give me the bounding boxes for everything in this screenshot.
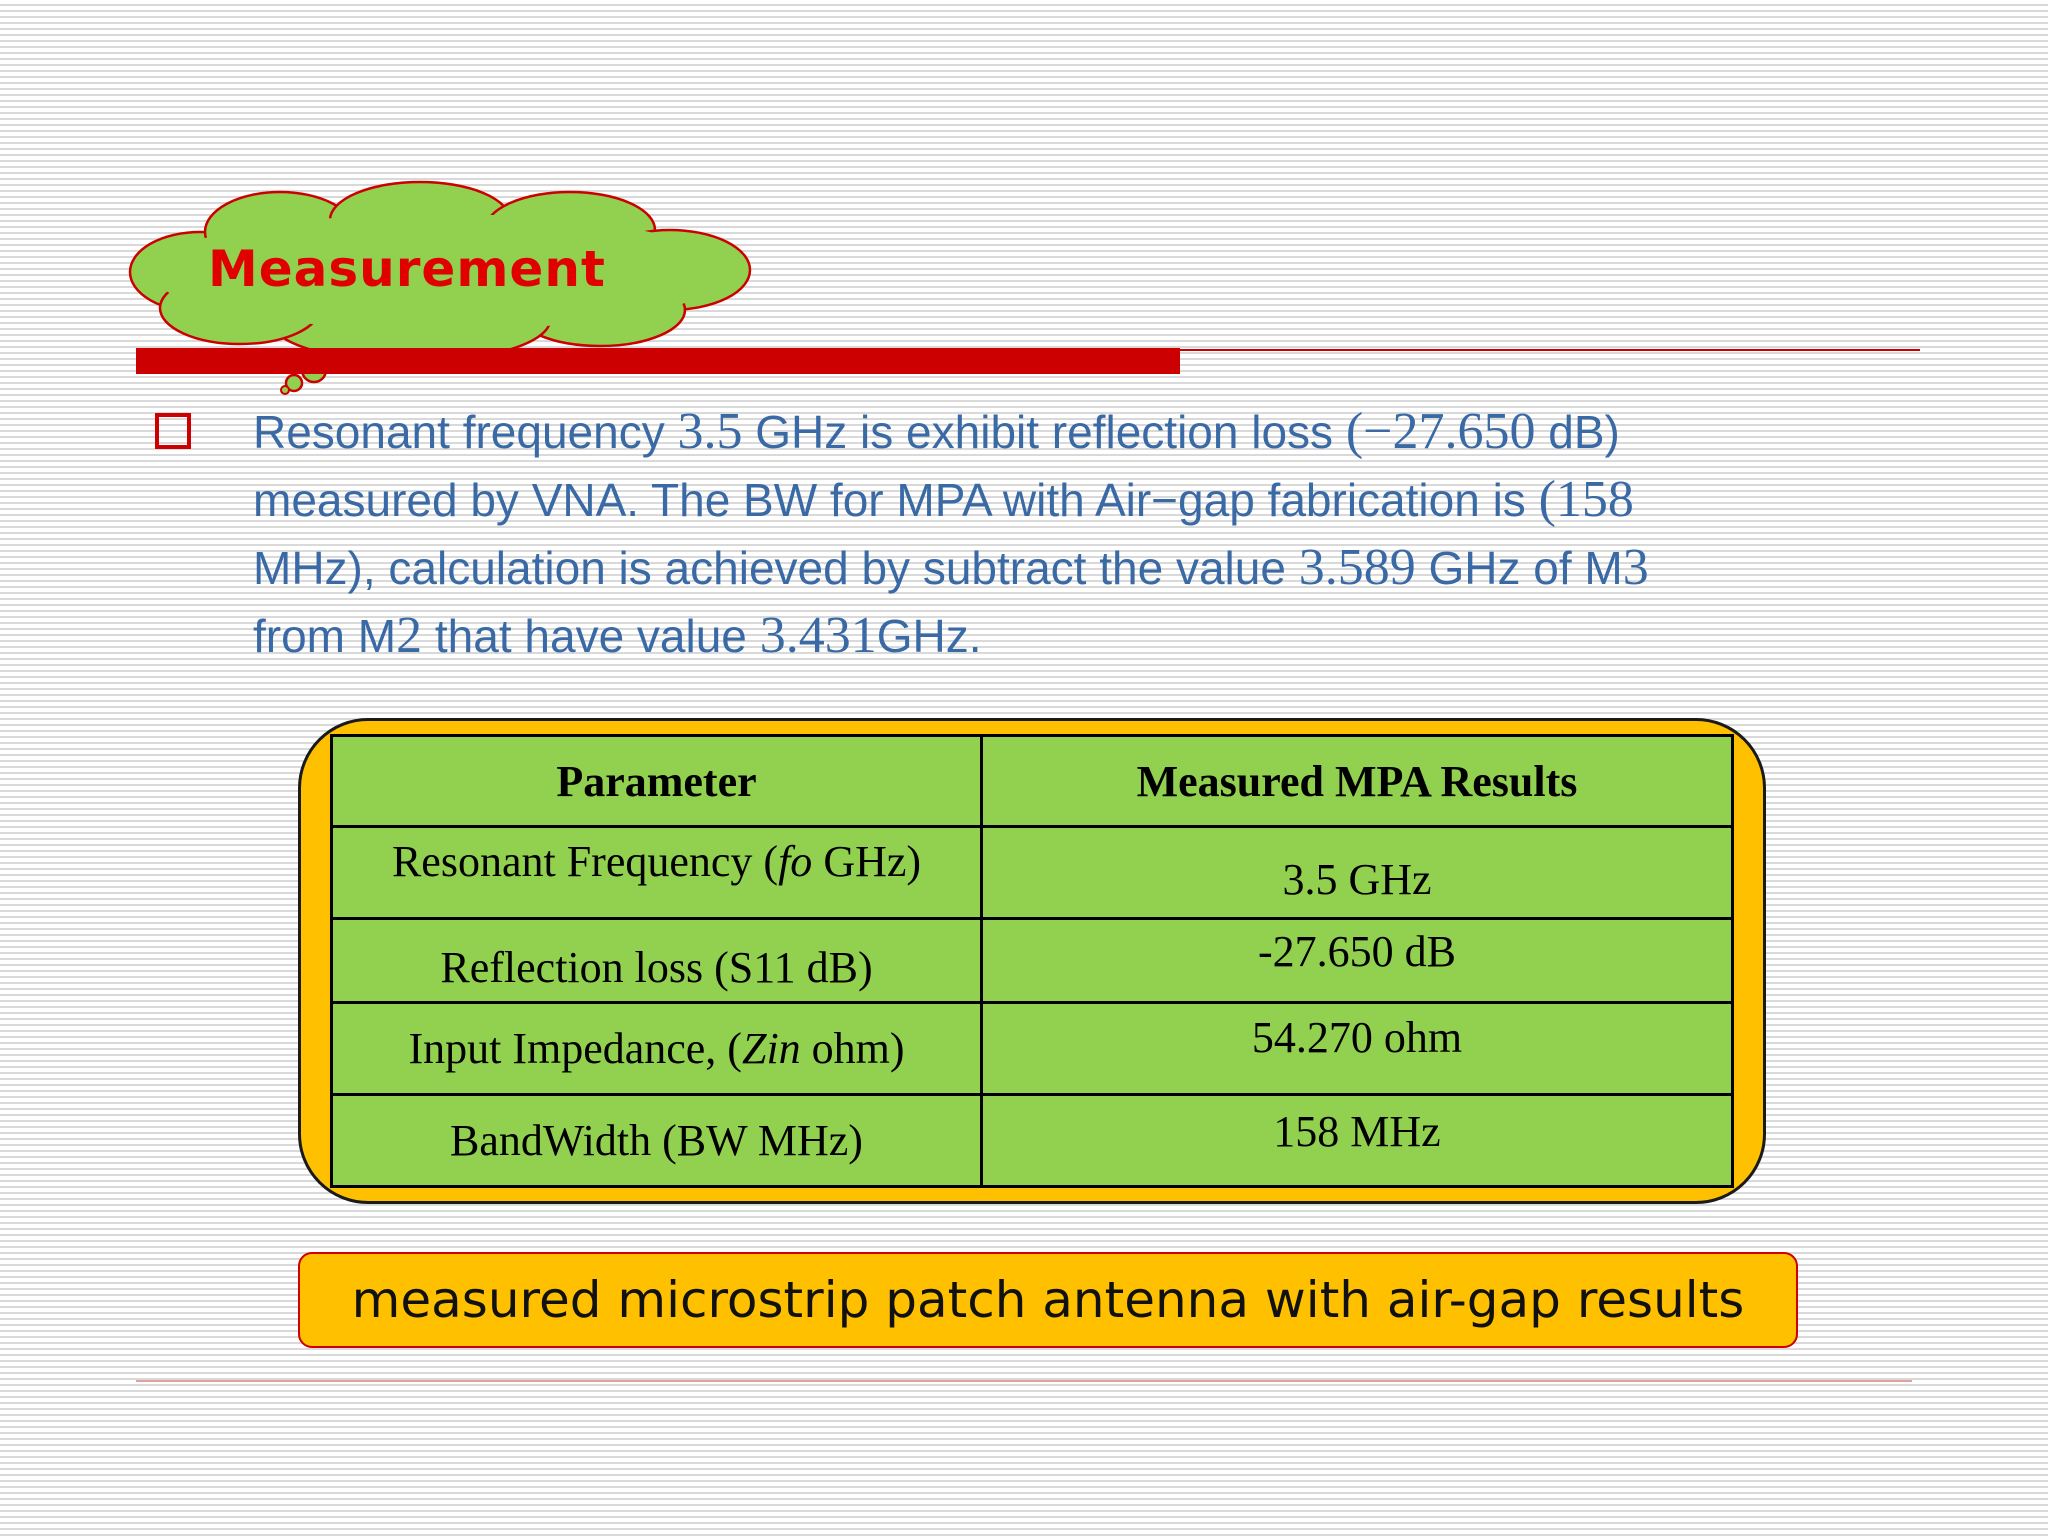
footer-rule	[136, 1380, 1912, 1382]
value-cell: 54.270 ohm	[982, 1003, 1733, 1095]
caption-text: measured microstrip patch antenna with air-gap results	[351, 1271, 1745, 1329]
param-cell: Reflection loss (S11 dB)	[332, 919, 982, 1003]
table-row	[332, 827, 1733, 919]
param-cell: Input Impedance, (Zin ohm)	[332, 1003, 982, 1095]
body-paragraph: Resonant frequency 3.5 GHz is exhibit reflection loss (−27.650 dB) measured by VNA. The BW for MPA with Air−gap fabrication is (158 MHz), calculation is achieved by subtract the value 3.589 GHz of M3 from M2 that have value 3.431GHz.	[253, 403, 1649, 664]
param-cell: Resonant Frequency (fo GHz)	[332, 827, 982, 919]
value-cell: 3.5 GHz	[982, 827, 1733, 919]
table-row	[332, 1095, 1733, 1187]
checkbox-bullet-icon	[155, 413, 191, 449]
table-row	[332, 919, 1733, 1003]
title-underline-thick	[136, 348, 1180, 374]
value-cell: 158 MHz	[982, 1095, 1733, 1187]
title-underline-thin	[1180, 349, 1920, 351]
value-cell: -27.650 dB	[982, 919, 1733, 1003]
results-table	[330, 734, 1734, 1188]
table-header-row	[332, 736, 1733, 827]
slide-title: Measurement	[208, 240, 606, 298]
header-parameter: Parameter	[332, 736, 982, 827]
header-results: Measured MPA Results	[982, 736, 1733, 827]
caption-box	[298, 1252, 1798, 1348]
table-row	[332, 1003, 1733, 1095]
param-cell: BandWidth (BW MHz)	[332, 1095, 982, 1187]
